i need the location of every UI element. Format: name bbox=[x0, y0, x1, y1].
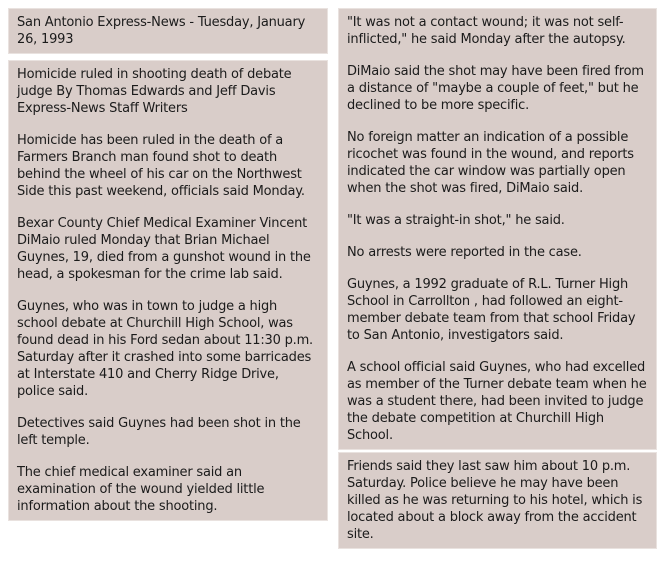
article-body-right-block bbox=[338, 8, 657, 450]
paragraph: No arrests were reported in the case. bbox=[347, 245, 582, 260]
paragraph: Bexar County Chief Medical Examiner Vincent DiMaio ruled Monday that Brian Michael Guynes, 19, died from a gunshot wound in the head, a spokesman for the crime lab said. bbox=[17, 216, 311, 282]
dateline-text: San Antonio Express-News - Tuesday, January 26, 1993 bbox=[17, 15, 306, 47]
paragraph: Guynes, a 1992 graduate of R.L. Turner High School in Carrollton , had followed an eight-member debate team from that school Friday to San Antonio, investigators said. bbox=[347, 277, 636, 343]
paragraph: A school official said Guynes, who had excelled as member of the Turner debate team when he was a student there, had been invited to judge the debate competition at Churchill High School. bbox=[347, 360, 647, 443]
article-footer-block bbox=[338, 452, 657, 549]
paragraph: "It was not a contact wound; it was not self-inflicted," he said Monday after the autopsy. bbox=[347, 15, 626, 47]
headline-byline: Homicide ruled in shooting death of debate judge By Thomas Edwards and Jeff Davis Express-News Staff Writers bbox=[17, 67, 292, 116]
left-column bbox=[8, 8, 328, 560]
paragraph: Friends said they last saw him about 10 p.m. Saturday. Police believe he may have been killed as he was returning to his hotel, which is located about a block away from the accident site. bbox=[347, 459, 643, 542]
paragraph: "It was a straight-in shot," he said. bbox=[347, 213, 565, 228]
paragraph: Homicide has been ruled in the death of a Farmers Branch man found shot to death behind the wheel of his car on the Northwest Side this past weekend, officials said Monday. bbox=[17, 133, 305, 199]
paragraph: DiMaio said the shot may have been fired from a distance of "maybe a couple of feet," but he declined to be more specific. bbox=[347, 64, 644, 113]
paragraph: Guynes, who was in town to judge a high school debate at Churchill High School, was found dead in his Ford sedan about 11:30 p.m. Saturday after it crashed into some barricades at Interstate 410 and Cherry Ridge Drive, police said. bbox=[17, 299, 313, 399]
article-body-left-block bbox=[8, 60, 328, 521]
paragraph: Detectives said Guynes had been shot in the left temple. bbox=[17, 416, 301, 448]
right-column bbox=[338, 8, 657, 560]
dateline-block bbox=[8, 8, 328, 54]
paragraph: No foreign matter an indication of a possible ricochet was found in the wound, and reports indicated the car window was partially open when the shot was fired, DiMaio said. bbox=[347, 130, 634, 196]
paragraph: The chief medical examiner said an examination of the wound yielded little information about the shooting. bbox=[17, 465, 265, 514]
